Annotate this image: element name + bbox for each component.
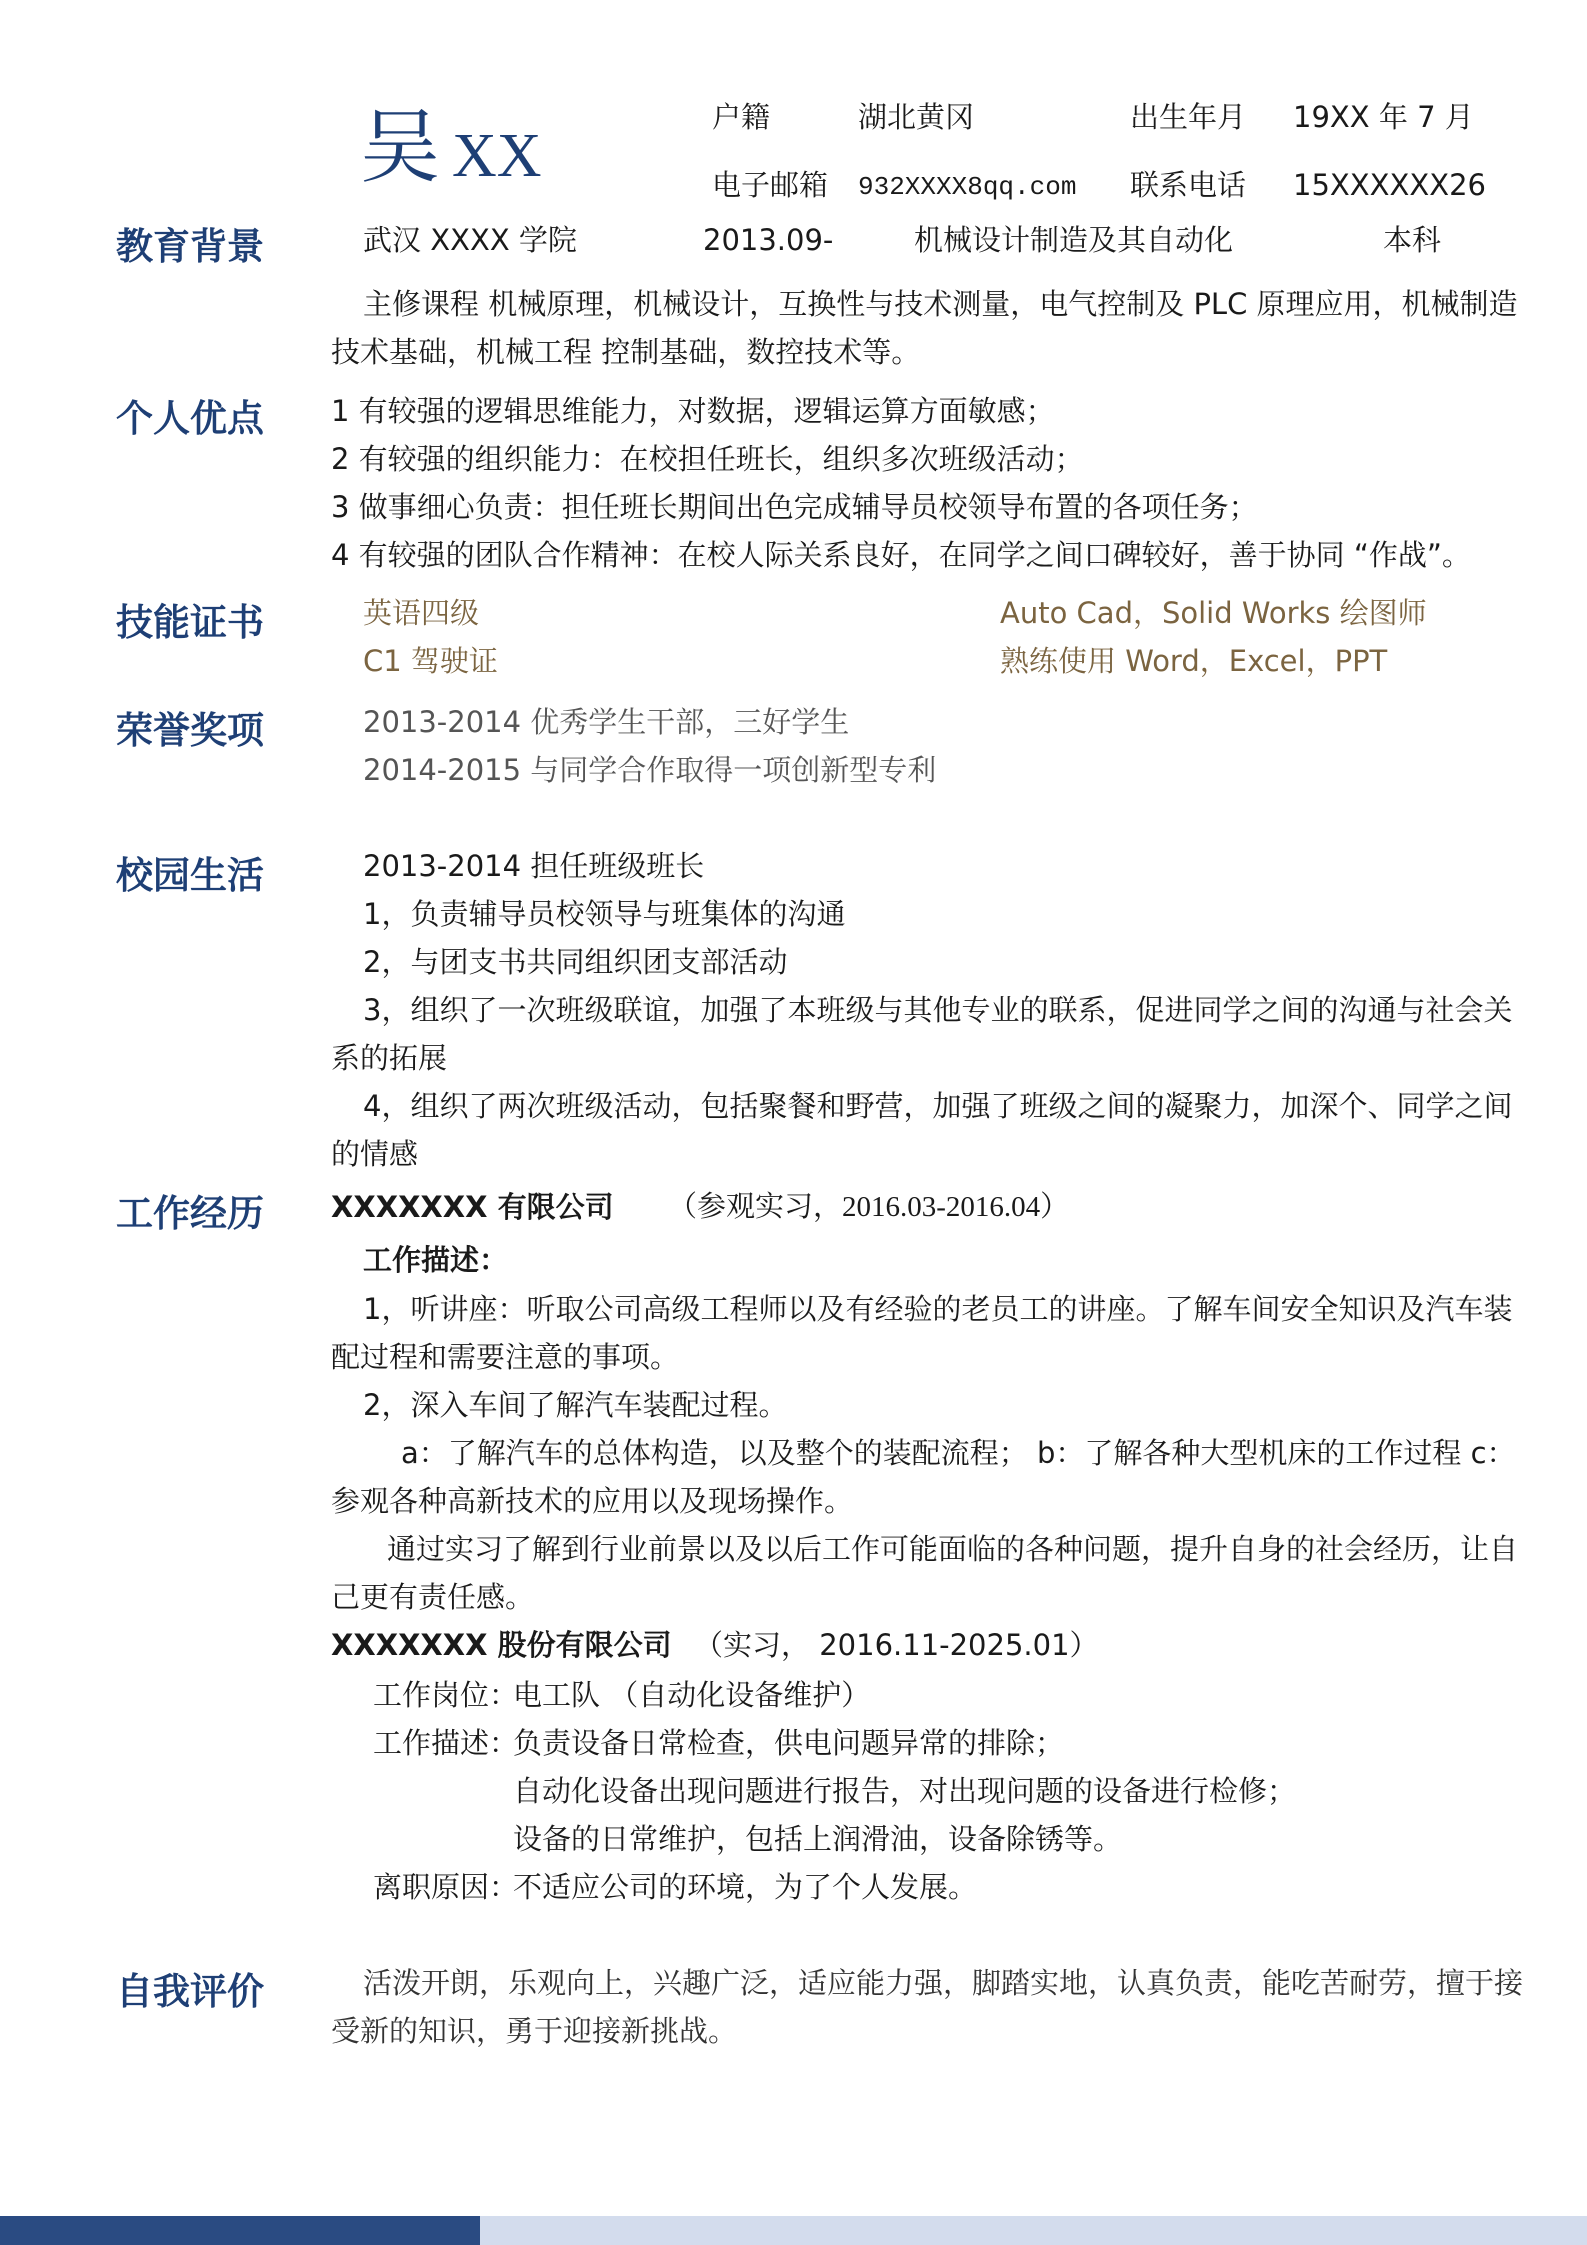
education-major: 机械设计制造及其自动化 (914, 223, 1234, 257)
job2-leave-value: 不适应公司的环境，为了个人发展。 (513, 1870, 978, 1904)
strength-item: 3 做事细心负责：担任班长期间出色完成辅导员校领导布置的各项任务； (331, 490, 1258, 524)
job2-post-value: 电工队 （自动化设备维护） (513, 1678, 871, 1712)
job2-leave-label: 离职原因： (373, 1870, 519, 1904)
job2-post-label: 工作岗位： (373, 1678, 519, 1712)
birth-label: 出生年月 (1130, 100, 1247, 134)
campus-item: 4，组织了两次班级活动，包括聚餐和野营，加强了班级之间的凝聚力，加深个、同学之间的情感 (331, 1089, 1513, 1171)
campus-item: 3，组织了一次班级联谊，加强了本班级与其他专业的联系，促进同学之间的沟通与社会关系的拓展 (331, 993, 1513, 1075)
email-label: 电子邮箱 (712, 168, 829, 202)
section-title-strengths: 个人优点 (116, 397, 264, 440)
footer-bar-light (480, 2216, 1587, 2245)
email-value: 932XXXX8qq.com (858, 172, 1077, 202)
hukou-label: 户籍 (712, 100, 771, 134)
name-surname: 吴 (360, 101, 440, 194)
education-courses: 主修课程 机械原理，机械设计，互换性与技术测量，电气控制及 PLC 原理应用，机械制造技术基础，机械工程 控制基础，数控技术等。 (331, 287, 1518, 369)
education-school: 武汉 XXXX 学院 (363, 223, 577, 257)
footer-bar-dark (0, 2216, 480, 2245)
skill-item: 英语四级 (363, 596, 480, 630)
strength-item: 2 有较强的组织能力：在校担任班长，组织多次班级活动； (331, 442, 1084, 476)
section-title-self-eval: 自我评价 (116, 1970, 264, 2013)
job1-item: a：了解汽车的总体构造，以及整个的装配流程； b：了解各种大型机床的工作过程 c：参观各种高新技术的应用以及现场操作。 (331, 1436, 1516, 1518)
name-given: XX (452, 122, 542, 190)
section-title-campus: 校园生活 (116, 854, 264, 897)
job1-desc-label: 工作描述： (363, 1243, 509, 1277)
section-title-skills: 技能证书 (116, 601, 264, 644)
section-title-work: 工作经历 (116, 1192, 264, 1235)
skill-item: 熟练使用 Word，Excel，PPT (1000, 644, 1388, 678)
skill-item: Auto Cad，Solid Works 绘图师 (1000, 596, 1427, 630)
phone-value: 15XXXXXX26 (1293, 168, 1487, 202)
honor-item: 2014-2015 与同学合作取得一项创新型专利 (363, 753, 937, 787)
job1-item: 2，深入车间了解汽车装配过程。 (363, 1388, 788, 1422)
campus-item: 2，与团支书共同组织团支部活动 (363, 945, 788, 979)
section-title-education: 教育背景 (116, 225, 264, 268)
education-degree: 本科 (1383, 223, 1442, 257)
job2-period: （实习， 2016.11-2025.01） (694, 1628, 1099, 1662)
campus-item: 1，负责辅导员校领导与班集体的沟通 (363, 897, 846, 931)
job1-period: （参观实习，2016.03-2016.04） (668, 1191, 1070, 1223)
job1-summary: 通过实习了解到行业前景以及以后工作可能面临的各种问题，提升自身的社会经历，让自己更有责任感。 (331, 1532, 1519, 1614)
birth-value: 19XX 年 7 月 (1293, 100, 1474, 134)
skill-item: C1 驾驶证 (363, 644, 498, 678)
education-date: 2013.09- (703, 223, 834, 257)
job2-desc-line: 设备的日常维护，包括上润滑油，设备除锈等。 (513, 1822, 1123, 1856)
strength-item: 4 有较强的团队合作精神：在校人际关系良好，在同学之间口碑较好，善于协同 “作战”。 (331, 538, 1471, 572)
self-eval-text: 活泼开朗，乐观向上，兴趣广泛，适应能力强，脚踏实地，认真负责，能吃苦耐劳，擅于接受新的知识，勇于迎接新挑战。 (331, 1966, 1524, 2048)
job2-desc-label: 工作描述： (373, 1726, 519, 1760)
job1-company: XXXXXXX 有限公司 (331, 1190, 614, 1224)
hukou-value: 湖北黄冈 (858, 100, 975, 134)
job2-desc-line: 负责设备日常检查，供电问题异常的排除； (513, 1726, 1065, 1760)
campus-heading: 2013-2014 担任班级班长 (363, 849, 705, 883)
phone-label: 联系电话 (1130, 168, 1247, 202)
job2-desc-line: 自动化设备出现问题进行报告，对出现问题的设备进行检修； (513, 1774, 1297, 1808)
strength-item: 1 有较强的逻辑思维能力，对数据，逻辑运算方面敏感； (331, 394, 1055, 428)
section-title-honors: 荣誉奖项 (116, 709, 264, 752)
job1-item: 1，听讲座：听取公司高级工程师以及有经验的老员工的讲座。了解车间安全知识及汽车装配过程和需要注意的事项。 (331, 1292, 1513, 1374)
honor-item: 2013-2014 优秀学生干部，三好学生 (363, 705, 850, 739)
job2-company: XXXXXXX 股份有限公司 (331, 1628, 672, 1662)
